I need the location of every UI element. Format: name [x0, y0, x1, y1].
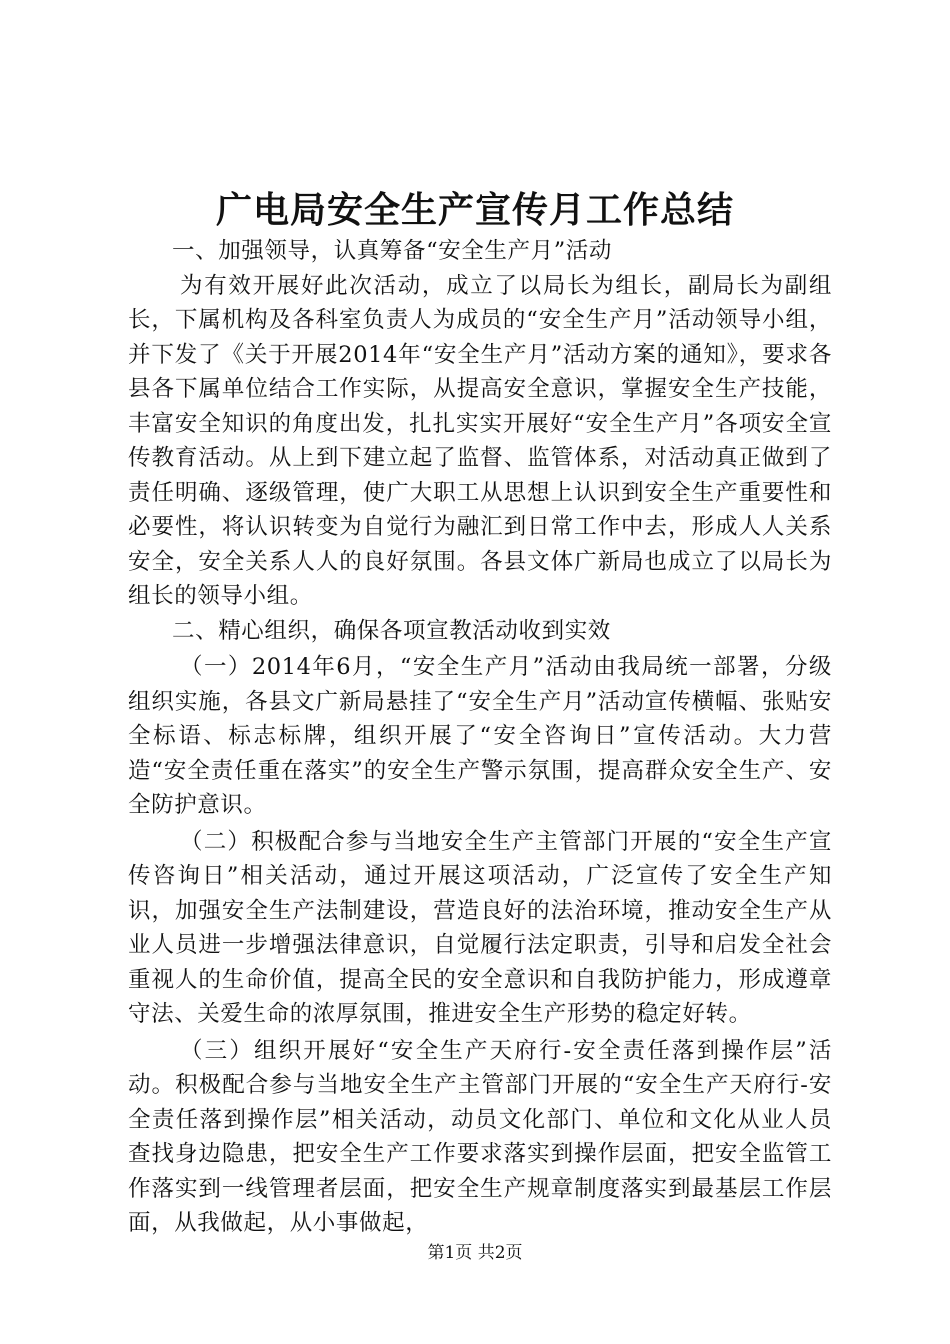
- paragraph-item-1: （一）2014年6月，“安全生产月”活动由我局统一部署，分级组织实施，各县文广新局悬挂了“安全生产月”活动宣传横幅、张贴安全标语、标志标牌，组织开展了“安全咨询日”宣传活动。大力营造“安全责任重在落实”的安全生产警示氛围，提高群众安全生产、安全防护意识。: [128, 654, 832, 818]
- paragraph-item-2: （二）积极配合参与当地安全生产主管部门开展的“安全生产宣传咨询日”相关活动，通过开展这项活动，广泛宣传了安全生产知识，加强安全生产法制建设，营造良好的法治环境，推动安全生产从业人员进一步增强法律意识，自觉履行法定职责，引导和启发全社会重视人的生命价值，提高全民的安全意识和自我防护能力，形成遵章守法、关爱生命的浓厚氛围，推进安全生产形势的稳定好转。: [128, 828, 832, 1027]
- paragraph-item-3: （三）组织开展好“安全生产天府行-安全责任落到操作层”活动。积极配合参与当地安全生产主管部门开展的“安全生产天府行-安全责任落到操作层”相关活动，动员文化部门、单位和文化从业人员查找身边隐患，把安全生产工作要求落实到操作层面，把安全监管工作落实到一线管理者层面，把安全生产规章制度落实到最基层工作层面，从我做起，从小事做起，: [128, 1037, 832, 1236]
- paragraph-leadership: 为有效开展好此次活动，成立了以局长为组长，副局长为副组长，下属机构及各科室负责人为成员的“安全生产月”活动领导小组，并下发了《关于开展2014年“安全生产月”活动方案的通知》，要求各县各下属单位结合工作实际，从提高安全意识，掌握安全生产技能，丰富安全知识的角度出发，扎扎实实开展好“安全生产月”各项安全宣传教育活动。从上到下建立起了监督、监管体系，对活动真正做到了责任明确、逐级管理，使广大职工从思想上认识到安全生产重要性和必要性，将认识转变为自觉行为融汇到日常工作中去，形成人人关系安全，安全关系人人的良好氛围。各县文体广新局也成立了以局长为组长的领导小组。: [128, 272, 832, 609]
- section-heading-2: 二、精心组织，确保各项宣教活动收到实效: [172, 617, 611, 644]
- page-footer: 第1页 共2页: [427, 1243, 523, 1263]
- section-heading-1: 一、加强领导，认真筹备“安全生产月”活动: [172, 238, 613, 264]
- document-body: [128, 234, 832, 1241]
- document-title: 广电局安全生产宣传月工作总结: [215, 189, 734, 231]
